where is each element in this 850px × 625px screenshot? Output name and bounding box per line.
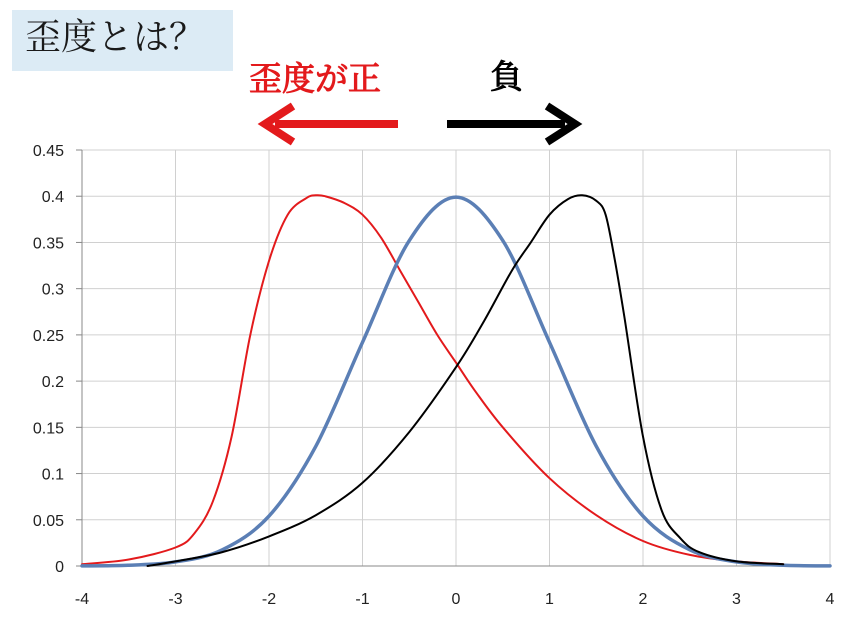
y-tick-label: 0.25: [32, 327, 64, 345]
positive-skew-label: 歪度が正: [249, 59, 381, 98]
positive-skew-curve: [82, 195, 783, 564]
y-tick-label: 0: [55, 559, 64, 576]
negative-skew-label: 負: [490, 57, 523, 96]
x-tick-label: -1: [355, 591, 370, 608]
y-tick-label: 0.35: [32, 235, 64, 253]
y-tick-label: 0.1: [41, 466, 64, 484]
y-tick-label: 0.2: [41, 374, 64, 392]
x-tick-label: 1: [545, 591, 554, 608]
page-title: 歪度とは？: [25, 17, 206, 58]
x-tick-label: -3: [168, 591, 183, 608]
direction-arrows: [265, 106, 575, 142]
tick-labels: [33, 143, 835, 608]
x-tick-label: 0: [451, 591, 461, 608]
x-tick-label: 2: [638, 591, 648, 608]
y-tick-label: 0.15: [32, 420, 64, 438]
x-tick-label: 4: [825, 591, 835, 608]
x-tick-label: -4: [74, 591, 90, 608]
x-tick-label: 3: [732, 591, 741, 608]
y-tick-label: 0.05: [32, 512, 64, 530]
y-tick-label: 0.45: [32, 143, 64, 160]
y-tick-label: 0.4: [41, 189, 64, 207]
y-tick-label: 0.3: [41, 281, 64, 299]
x-tick-label: -2: [261, 591, 277, 608]
